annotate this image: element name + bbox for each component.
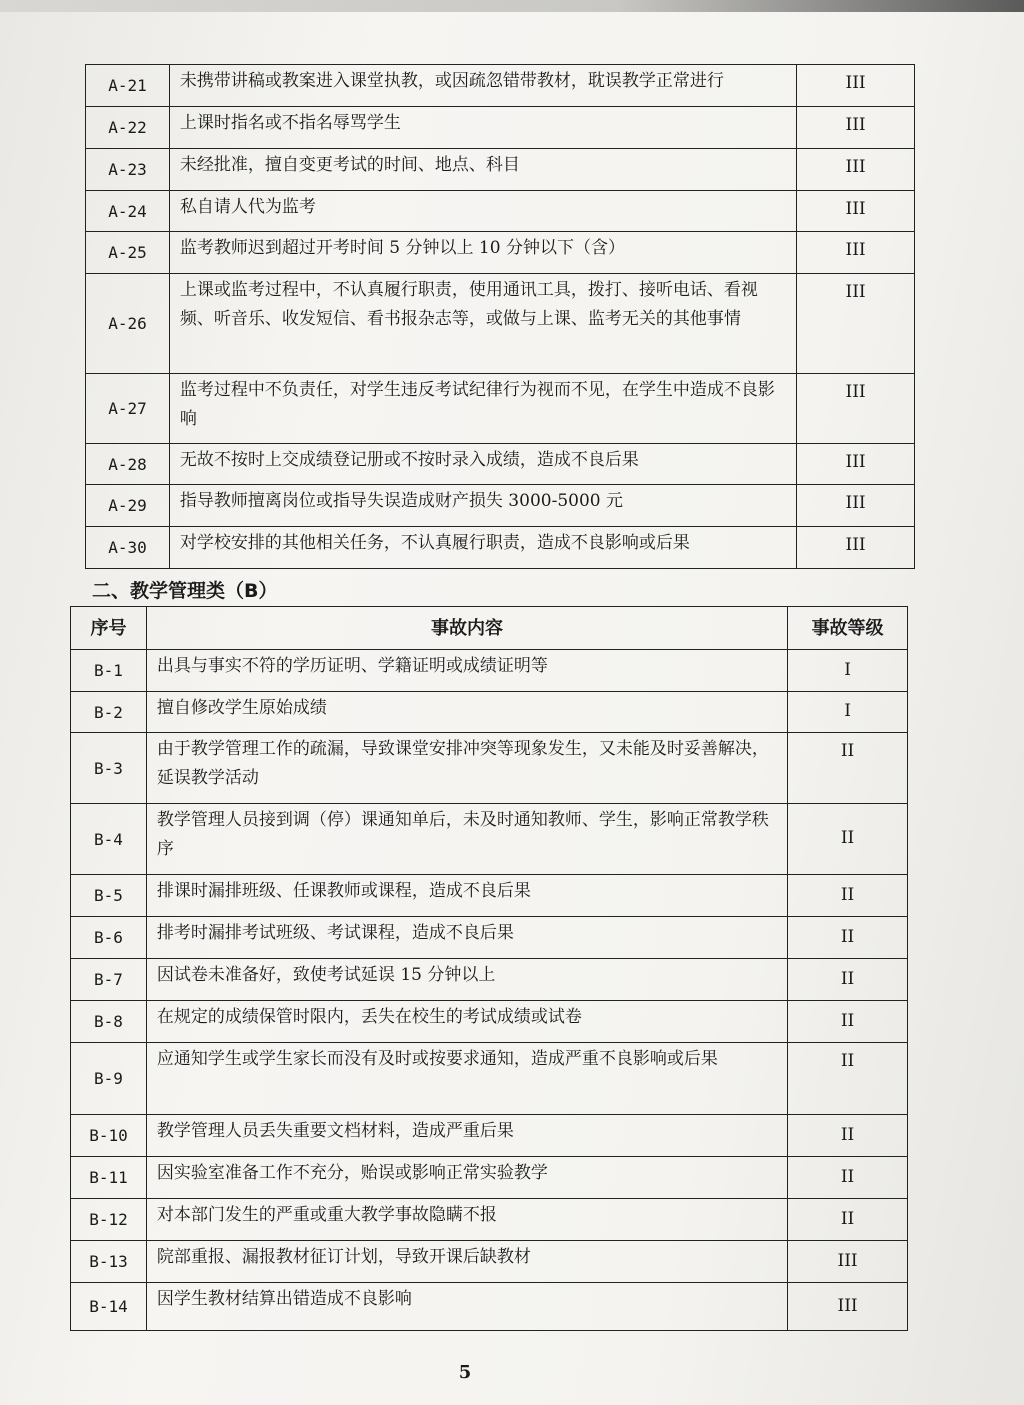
header-code: 序号 — [71, 607, 147, 650]
row-level: II — [788, 875, 908, 917]
row-content: 教学管理人员接到调（停）课通知单后，未及时通知教师、学生，影响正常教学秩序 — [146, 804, 787, 875]
table-row — [71, 804, 908, 875]
row-level: II — [788, 1001, 908, 1043]
row-level: II — [788, 1043, 908, 1115]
row-code: B-12 — [71, 1199, 147, 1241]
row-content: 出具与事实不符的学历证明、学籍证明或成绩证明等 — [146, 650, 787, 692]
table-row — [86, 374, 915, 444]
row-content: 在规定的成绩保管时限内，丢失在校生的考试成绩或试卷 — [146, 1001, 787, 1043]
row-content: 监考教师迟到超过开考时间 5 分钟以上 10 分钟以下（含） — [169, 232, 796, 274]
scan-top-edge — [0, 0, 1024, 12]
row-level: III — [797, 374, 915, 444]
row-content: 教学管理人员丢失重要文档材料，造成严重后果 — [146, 1115, 787, 1157]
row-code: A-21 — [86, 65, 170, 107]
row-code: A-26 — [86, 274, 170, 374]
table-row — [71, 733, 908, 804]
row-code: A-24 — [86, 191, 170, 232]
table-row — [86, 232, 915, 274]
row-code: B-7 — [71, 959, 147, 1001]
row-level: II — [788, 1157, 908, 1199]
section-b-table — [70, 606, 908, 1331]
row-level: III — [797, 107, 915, 149]
table-row — [86, 527, 915, 569]
row-code: B-2 — [71, 692, 147, 733]
row-content: 无故不按时上交成绩登记册或不按时录入成绩，造成不良后果 — [169, 444, 796, 485]
row-content: 对本部门发生的严重或重大教学事故隐瞒不报 — [146, 1199, 787, 1241]
row-content: 上课或监考过程中，不认真履行职责，使用通讯工具，拨打、接听电话、看视频、听音乐、收发短信、看书报杂志等，或做与上课、监考无关的其他事情 — [169, 274, 796, 374]
row-content: 由于教学管理工作的疏漏，导致课堂安排冲突等现象发生，又未能及时妥善解决，延误教学活动 — [146, 733, 787, 804]
row-level: I — [788, 650, 908, 692]
row-content: 未经批准，擅自变更考试的时间、地点、科目 — [169, 149, 796, 191]
row-level: III — [797, 274, 915, 374]
row-content: 应通知学生或学生家长而没有及时或按要求通知，造成严重不良影响或后果 — [146, 1043, 787, 1115]
table-row — [71, 1241, 908, 1283]
row-content: 私自请人代为监考 — [169, 191, 796, 232]
row-code: B-5 — [71, 875, 147, 917]
table-row — [71, 1001, 908, 1043]
table-header-row — [71, 607, 908, 650]
row-code: A-23 — [86, 149, 170, 191]
row-content: 因试卷未准备好，致使考试延误 15 分钟以上 — [146, 959, 787, 1001]
row-content: 上课时指名或不指名辱骂学生 — [169, 107, 796, 149]
row-content: 擅自修改学生原始成绩 — [146, 692, 787, 733]
row-level: III — [797, 149, 915, 191]
row-code: B-11 — [71, 1157, 147, 1199]
table-row — [71, 875, 908, 917]
row-code: A-28 — [86, 444, 170, 485]
row-level: III — [797, 232, 915, 274]
row-code: B-10 — [71, 1115, 147, 1157]
row-code: B-1 — [71, 650, 147, 692]
table-row — [71, 917, 908, 959]
row-level: III — [788, 1241, 908, 1283]
table-row — [71, 1115, 908, 1157]
row-level: III — [788, 1283, 908, 1331]
table-row — [71, 650, 908, 692]
table-row — [71, 1199, 908, 1241]
row-code: A-22 — [86, 107, 170, 149]
table-row — [86, 65, 915, 107]
row-code: A-27 — [86, 374, 170, 444]
row-content: 排考时漏排考试班级、考试课程，造成不良后果 — [146, 917, 787, 959]
row-content: 因学生教材结算出错造成不良影响 — [146, 1283, 787, 1331]
table-row — [86, 191, 915, 232]
table-row — [86, 444, 915, 485]
row-level: II — [788, 1199, 908, 1241]
table-row — [86, 149, 915, 191]
row-level: II — [788, 959, 908, 1001]
row-level: III — [797, 191, 915, 232]
page-number: 5 — [458, 1362, 472, 1383]
row-content: 院部重报、漏报教材征订计划，导致开课后缺教材 — [146, 1241, 787, 1283]
section-b-heading: 二、教学管理类（B） — [92, 580, 278, 602]
table-row — [86, 274, 915, 374]
row-level: I — [788, 692, 908, 733]
row-code: B-13 — [71, 1241, 147, 1283]
table-row — [71, 1043, 908, 1115]
row-content: 因实验室准备工作不充分，贻误或影响正常实验教学 — [146, 1157, 787, 1199]
row-code: A-29 — [86, 485, 170, 527]
table-row — [86, 485, 915, 527]
header-level: 事故等级 — [788, 607, 908, 650]
row-level: III — [797, 485, 915, 527]
table-row — [71, 1283, 908, 1331]
row-code: B-6 — [71, 917, 147, 959]
row-code: B-9 — [71, 1043, 147, 1115]
table-row — [71, 959, 908, 1001]
row-content: 指导教师擅离岗位或指导失误造成财产损失 3000-5000 元 — [169, 485, 796, 527]
row-code: B-14 — [71, 1283, 147, 1331]
row-level: III — [797, 527, 915, 569]
row-code: A-30 — [86, 527, 170, 569]
row-content: 对学校安排的其他相关任务，不认真履行职责，造成不良影响或后果 — [169, 527, 796, 569]
section-a-table — [85, 64, 915, 569]
table-row — [86, 107, 915, 149]
row-level: II — [788, 733, 908, 804]
row-content: 监考过程中不负责任，对学生违反考试纪律行为视而不见，在学生中造成不良影响 — [169, 374, 796, 444]
row-level: II — [788, 917, 908, 959]
row-code: B-4 — [71, 804, 147, 875]
row-code: B-8 — [71, 1001, 147, 1043]
row-level: III — [797, 65, 915, 107]
row-code: B-3 — [71, 733, 147, 804]
row-level: II — [788, 1115, 908, 1157]
table-row — [71, 692, 908, 733]
row-level: II — [788, 804, 908, 875]
row-code: A-25 — [86, 232, 170, 274]
table-row — [71, 1157, 908, 1199]
row-content: 未携带讲稿或教案进入课堂执教，或因疏忽错带教材，耽误教学正常进行 — [169, 65, 796, 107]
row-content: 排课时漏排班级、任课教师或课程，造成不良后果 — [146, 875, 787, 917]
row-level: III — [797, 444, 915, 485]
header-content: 事故内容 — [146, 607, 787, 650]
